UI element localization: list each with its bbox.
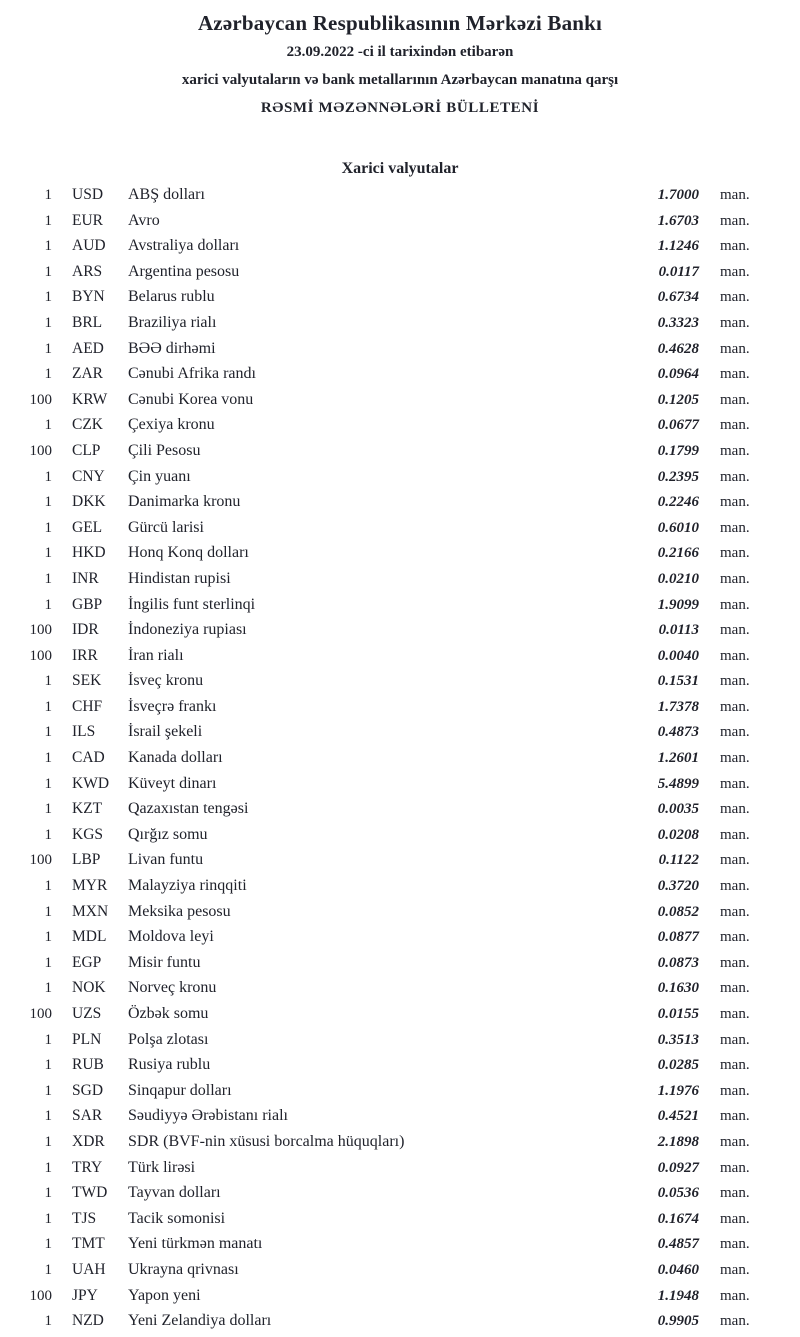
row-currency-name: Türk lirəsi [128,1158,196,1176]
row-currency-name: Honq Konq dolları [128,544,249,562]
row-currency-code: UAH [72,1260,106,1278]
row-unit-label: man. [720,314,750,331]
row-rate-value: 0.6734 [657,289,699,306]
row-unit-label: man. [720,775,750,792]
row-amount: 1 [44,826,52,843]
table-row [0,493,800,519]
row-amount: 1 [44,519,52,536]
row-currency-name: Rusiya rublu [128,1056,211,1074]
row-rate-value: 0.4857 [657,1236,699,1253]
row-unit-label: man. [720,596,750,613]
row-amount: 1 [44,494,52,511]
row-unit-label: man. [720,1057,750,1074]
row-currency-name: Qazaxıstan tengəsi [128,800,249,818]
row-amount: 1 [44,724,52,741]
row-amount: 100 [29,1006,52,1022]
table-row [0,416,800,442]
row-amount: 1 [44,801,52,818]
row-unit-label: man. [720,545,750,562]
row-unit-label: man. [720,673,750,690]
table-row [0,800,800,826]
row-unit-label: man. [720,1236,750,1253]
row-currency-code: USD [72,186,104,203]
bulletin-title-line: RƏSMİ MƏZƏNNƏLƏRİ BÜLLETENİ [260,100,540,116]
row-rate-value: 5.4899 [657,775,699,792]
row-rate-value: 0.0035 [657,801,699,818]
row-amount: 1 [44,1210,52,1227]
table-row [0,314,800,340]
subject-line: xarici valyutaların və bank metallarının Azərbaycan manatına qarşı [181,72,619,88]
table-row [0,596,800,622]
table-row [0,621,800,647]
row-currency-code: GBP [72,595,103,613]
row-currency-code: AUD [72,237,106,255]
row-currency-code: CZK [72,416,103,434]
row-amount: 1 [44,417,52,434]
row-amount: 1 [44,980,52,997]
row-currency-code: CLP [72,441,101,459]
row-currency-name: Livan funtu [128,851,204,869]
table-row [0,1133,800,1159]
row-currency-code: BRL [72,313,103,331]
row-currency-name: Malayziya rinqqiti [128,877,247,895]
row-currency-name: Səudiyyə Ərəbistanı rialı [128,1107,288,1125]
row-amount: 1 [44,698,52,715]
row-currency-name: Avstraliya dolları [128,237,240,255]
row-currency-code: CAD [72,749,105,767]
row-rate-value: 0.0536 [657,1185,699,1202]
table-row [0,237,800,263]
row-currency-name: Hindistan rupisi [128,569,231,587]
row-amount: 1 [44,570,52,587]
row-unit-label: man. [720,366,750,383]
table-row [0,1287,800,1313]
row-currency-code: SEK [72,672,102,690]
table-row [0,826,800,852]
row-currency-code: EUR [72,211,103,229]
row-currency-code: EGP [72,953,102,971]
row-rate-value: 0.2166 [657,545,699,562]
row-currency-name: Gürcü larisi [128,518,204,536]
row-currency-code: AED [72,339,104,357]
row-rate-value: 0.9905 [657,1313,699,1330]
table-row [0,212,800,238]
row-currency-code: BYN [72,288,105,306]
row-amount: 1 [44,673,52,690]
row-rate-value: 0.0677 [657,417,699,434]
row-unit-label: man. [720,852,750,869]
row-rate-value: 1.2601 [657,750,699,767]
table-row [0,1005,800,1031]
row-unit-label: man. [720,903,750,920]
row-amount: 1 [44,212,52,229]
row-currency-code: TRY [72,1158,103,1176]
row-unit-label: man. [720,238,750,255]
row-currency-name: Tayvan dolları [128,1184,221,1202]
row-unit-label: man. [720,417,750,434]
row-rate-value: 0.0460 [657,1261,699,1278]
row-currency-code: NOK [72,979,106,997]
row-amount: 1 [44,545,52,562]
row-currency-code: TMT [72,1235,105,1253]
row-unit-label: man. [720,750,750,767]
table-row [0,851,800,877]
row-rate-value: 1.7378 [657,698,699,715]
row-currency-name: Küveyt dinarı [128,774,217,792]
row-amount: 1 [44,1261,52,1278]
row-rate-value: 0.3323 [657,314,699,331]
row-unit-label: man. [720,289,750,306]
row-currency-code: MDL [72,928,107,946]
row-unit-label: man. [720,622,750,639]
row-currency-code: GEL [72,518,103,536]
row-rate-value: 1.1246 [657,238,699,255]
row-currency-code: KRW [72,390,108,408]
row-rate-value: 0.4873 [657,724,699,741]
row-unit-label: man. [720,212,750,229]
row-amount: 1 [44,903,52,920]
row-unit-label: man. [720,1185,750,1202]
row-unit-label: man. [720,263,750,280]
table-row [0,186,800,212]
row-rate-value: 0.0852 [657,903,699,920]
row-unit-label: man. [720,724,750,741]
row-rate-value: 0.0927 [657,1159,699,1176]
row-currency-code: UZS [72,1005,102,1022]
row-currency-name: İran rialı [128,646,184,664]
row-currency-code: DKK [72,493,106,511]
row-currency-name: Avro [128,211,160,229]
row-unit-label: man. [720,187,750,203]
row-rate-value: 0.3513 [657,1031,699,1048]
row-currency-name: İsveç kronu [128,672,204,690]
row-rate-value: 0.0877 [657,929,699,946]
row-amount: 1 [44,1159,52,1176]
row-currency-name: Yeni Zelandiya dolları [128,1312,272,1330]
table-row [0,672,800,698]
row-unit-label: man. [720,826,750,843]
row-currency-code: LBP [72,851,101,869]
table-row [0,288,800,314]
row-currency-name: Kanada dolları [128,749,223,767]
row-currency-name: Qırğız somu [128,825,208,843]
row-unit-label: man. [720,570,750,587]
row-unit-label: man. [720,1261,750,1278]
row-currency-code: SGD [72,1081,104,1099]
table-row [0,1082,800,1108]
row-amount: 1 [44,750,52,767]
row-rate-value: 0.1205 [657,391,699,408]
table-row [0,775,800,801]
row-unit-label: man. [720,878,750,895]
row-unit-label: man. [720,1031,750,1048]
table-row [0,928,800,954]
row-currency-name: Yapon yeni [128,1286,201,1304]
table-row [0,1261,800,1287]
rates-table-body [0,186,800,1337]
table-row [0,340,800,366]
row-currency-code: MXN [72,902,109,920]
row-amount: 1 [44,187,52,203]
row-currency-name: Polşa zlotası [128,1030,209,1048]
row-amount: 1 [44,468,52,485]
row-currency-code: TWD [72,1184,108,1202]
row-currency-name: İngilis funt sterlinqi [128,595,256,613]
row-unit-label: man. [720,801,750,818]
row-rate-value: 2.1898 [657,1133,699,1150]
row-amount: 1 [44,929,52,946]
row-amount: 1 [44,340,52,357]
table-row [0,263,800,289]
row-currency-code: KZT [72,800,103,818]
row-amount: 100 [29,647,52,664]
row-rate-value: 0.4521 [657,1108,699,1125]
row-unit-label: man. [720,698,750,715]
row-currency-code: ILS [72,723,96,741]
table-row [0,749,800,775]
row-amount: 1 [44,238,52,255]
row-currency-code: NZD [72,1312,104,1330]
row-currency-name: Özbək somu [128,1005,209,1022]
row-currency-code: CHF [72,697,103,715]
row-amount: 1 [44,1313,52,1330]
row-currency-name: Cənubi Afrika randı [128,365,256,383]
row-currency-name: Misir funtu [128,953,201,971]
row-unit-label: man. [720,494,750,511]
table-row [0,365,800,391]
row-currency-name: Çin yuanı [128,467,191,485]
row-unit-label: man. [720,1287,750,1304]
row-rate-value: 1.1948 [657,1287,699,1304]
row-unit-label: man. [720,340,750,357]
row-currency-code: HKD [72,544,106,562]
row-amount: 1 [44,775,52,792]
row-amount: 1 [44,878,52,895]
row-amount: 1 [44,1236,52,1253]
row-currency-name: Çili Pesosu [128,441,201,459]
row-rate-value: 0.0113 [658,622,699,639]
row-rate-value: 0.0210 [657,570,699,587]
bank-title: Azərbaycan Respublikasının Mərkəzi Bankı [197,11,603,35]
row-amount: 1 [44,596,52,613]
row-amount: 1 [44,263,52,280]
row-rate-value: 1.9099 [657,596,699,613]
row-amount: 1 [44,954,52,971]
row-rate-value: 0.1674 [657,1210,699,1227]
row-currency-code: SAR [72,1107,103,1125]
row-rate-value: 0.1630 [657,980,699,997]
row-currency-name: Çexiya kronu [128,416,215,434]
row-unit-label: man. [720,1313,750,1330]
table-row [0,723,800,749]
row-unit-label: man. [720,1210,750,1227]
row-unit-label: man. [720,1159,750,1176]
row-unit-label: man. [720,391,750,408]
row-currency-name: Moldova leyi [128,928,214,946]
row-currency-name: İndoneziya rupiası [128,621,247,639]
table-row [0,903,800,929]
row-currency-name: İsrail şekeli [128,723,203,741]
row-rate-value: 0.6010 [657,519,699,536]
table-row [0,1159,800,1185]
row-rate-value: 0.0155 [657,1006,699,1022]
row-currency-code: CNY [72,467,105,485]
row-currency-name: Yeni türkmən manatı [128,1235,263,1253]
row-rate-value: 1.6703 [657,212,699,229]
row-unit-label: man. [720,647,750,664]
row-unit-label: man. [720,980,750,997]
row-rate-value: 0.2246 [657,494,699,511]
row-currency-name: Norveç kronu [128,979,217,997]
row-currency-name: Ukrayna qrivnası [128,1260,239,1278]
row-unit-label: man. [720,1082,750,1099]
row-unit-label: man. [720,519,750,536]
row-currency-name: Danimarka kronu [128,493,241,511]
row-currency-code: XDR [72,1132,105,1150]
table-row [0,544,800,570]
row-currency-name: Braziliya rialı [128,313,217,331]
row-rate-value: 0.2395 [657,468,699,485]
row-rate-value: 0.0208 [657,826,699,843]
row-currency-name: SDR (BVF-nin xüsusi borcalma hüquqları) [128,1132,405,1150]
row-currency-code: ARS [72,262,103,280]
row-currency-code: INR [72,569,99,587]
row-currency-code: RUB [72,1056,104,1074]
row-rate-value: 0.1799 [657,442,699,459]
table-row [0,1056,800,1082]
row-amount: 100 [29,1287,52,1304]
table-row [0,570,800,596]
row-amount: 100 [29,622,52,639]
table-row [0,979,800,1005]
row-unit-label: man. [720,954,750,971]
row-rate-value: 0.0285 [657,1057,699,1074]
row-currency-name: Meksika pesosu [128,902,231,920]
row-rate-value: 0.0964 [657,366,699,383]
row-unit-label: man. [720,1108,750,1125]
table-row [0,442,800,468]
row-currency-code: KGS [72,825,104,843]
table-row [0,877,800,903]
table-row [0,1184,800,1210]
row-amount: 100 [29,391,52,408]
row-rate-value: 0.3720 [657,878,699,895]
row-amount: 1 [44,1133,52,1150]
row-amount: 100 [29,442,52,459]
row-rate-value: 0.1122 [658,852,699,869]
row-currency-name: Sinqapur dolları [128,1081,232,1099]
table-row [0,647,800,673]
table-row [0,391,800,417]
row-currency-code: ZAR [72,365,103,383]
row-rate-value: 0.4628 [657,340,699,357]
row-rate-value: 0.0873 [657,954,699,971]
row-amount: 1 [44,289,52,306]
row-rate-value: 0.0040 [657,647,699,664]
row-currency-code: JPY [72,1286,98,1304]
row-currency-code: TJS [72,1209,97,1227]
row-amount: 1 [44,1082,52,1099]
row-currency-code: IDR [72,621,99,639]
row-unit-label: man. [720,929,750,946]
row-unit-label: man. [720,1133,750,1150]
table-row [0,519,800,545]
row-amount: 1 [44,314,52,331]
row-rate-value: 1.7000 [657,187,699,203]
section-title-foreign-currencies: Xarici valyutalar [341,160,459,177]
row-unit-label: man. [720,442,750,459]
row-amount: 1 [44,1031,52,1048]
row-currency-name: BƏƏ dirhəmi [128,339,216,357]
row-currency-name: Cənubi Korea vonu [128,390,254,408]
row-amount: 1 [44,1057,52,1074]
row-currency-name: Tacik somonisi [128,1209,226,1227]
row-rate-value: 0.0117 [658,263,699,280]
row-currency-code: PLN [72,1030,102,1048]
table-row [0,1210,800,1236]
row-amount: 1 [44,1108,52,1125]
table-row [0,698,800,724]
table-row [0,954,800,980]
row-amount: 1 [44,366,52,383]
row-rate-value: 1.1976 [657,1082,699,1099]
table-row [0,1107,800,1133]
row-currency-name: Argentina pesosu [128,262,240,280]
row-currency-code: KWD [72,774,110,792]
row-amount: 100 [29,852,52,869]
row-currency-name: İsveçrə frankı [128,697,217,715]
row-currency-name: Belarus rublu [128,288,215,306]
table-row [0,1235,800,1261]
row-currency-code: IRR [72,646,98,664]
row-currency-name: ABŞ dolları [128,186,205,203]
row-unit-label: man. [720,1006,750,1022]
effective-date-line: 23.09.2022 -ci il tarixindən etibarən [286,44,514,60]
row-currency-code: MYR [72,877,108,895]
table-row [0,1312,800,1337]
table-row [0,1031,800,1057]
row-rate-value: 0.1531 [657,673,699,690]
row-unit-label: man. [720,468,750,485]
row-amount: 1 [44,1185,52,1202]
table-row [0,468,800,494]
